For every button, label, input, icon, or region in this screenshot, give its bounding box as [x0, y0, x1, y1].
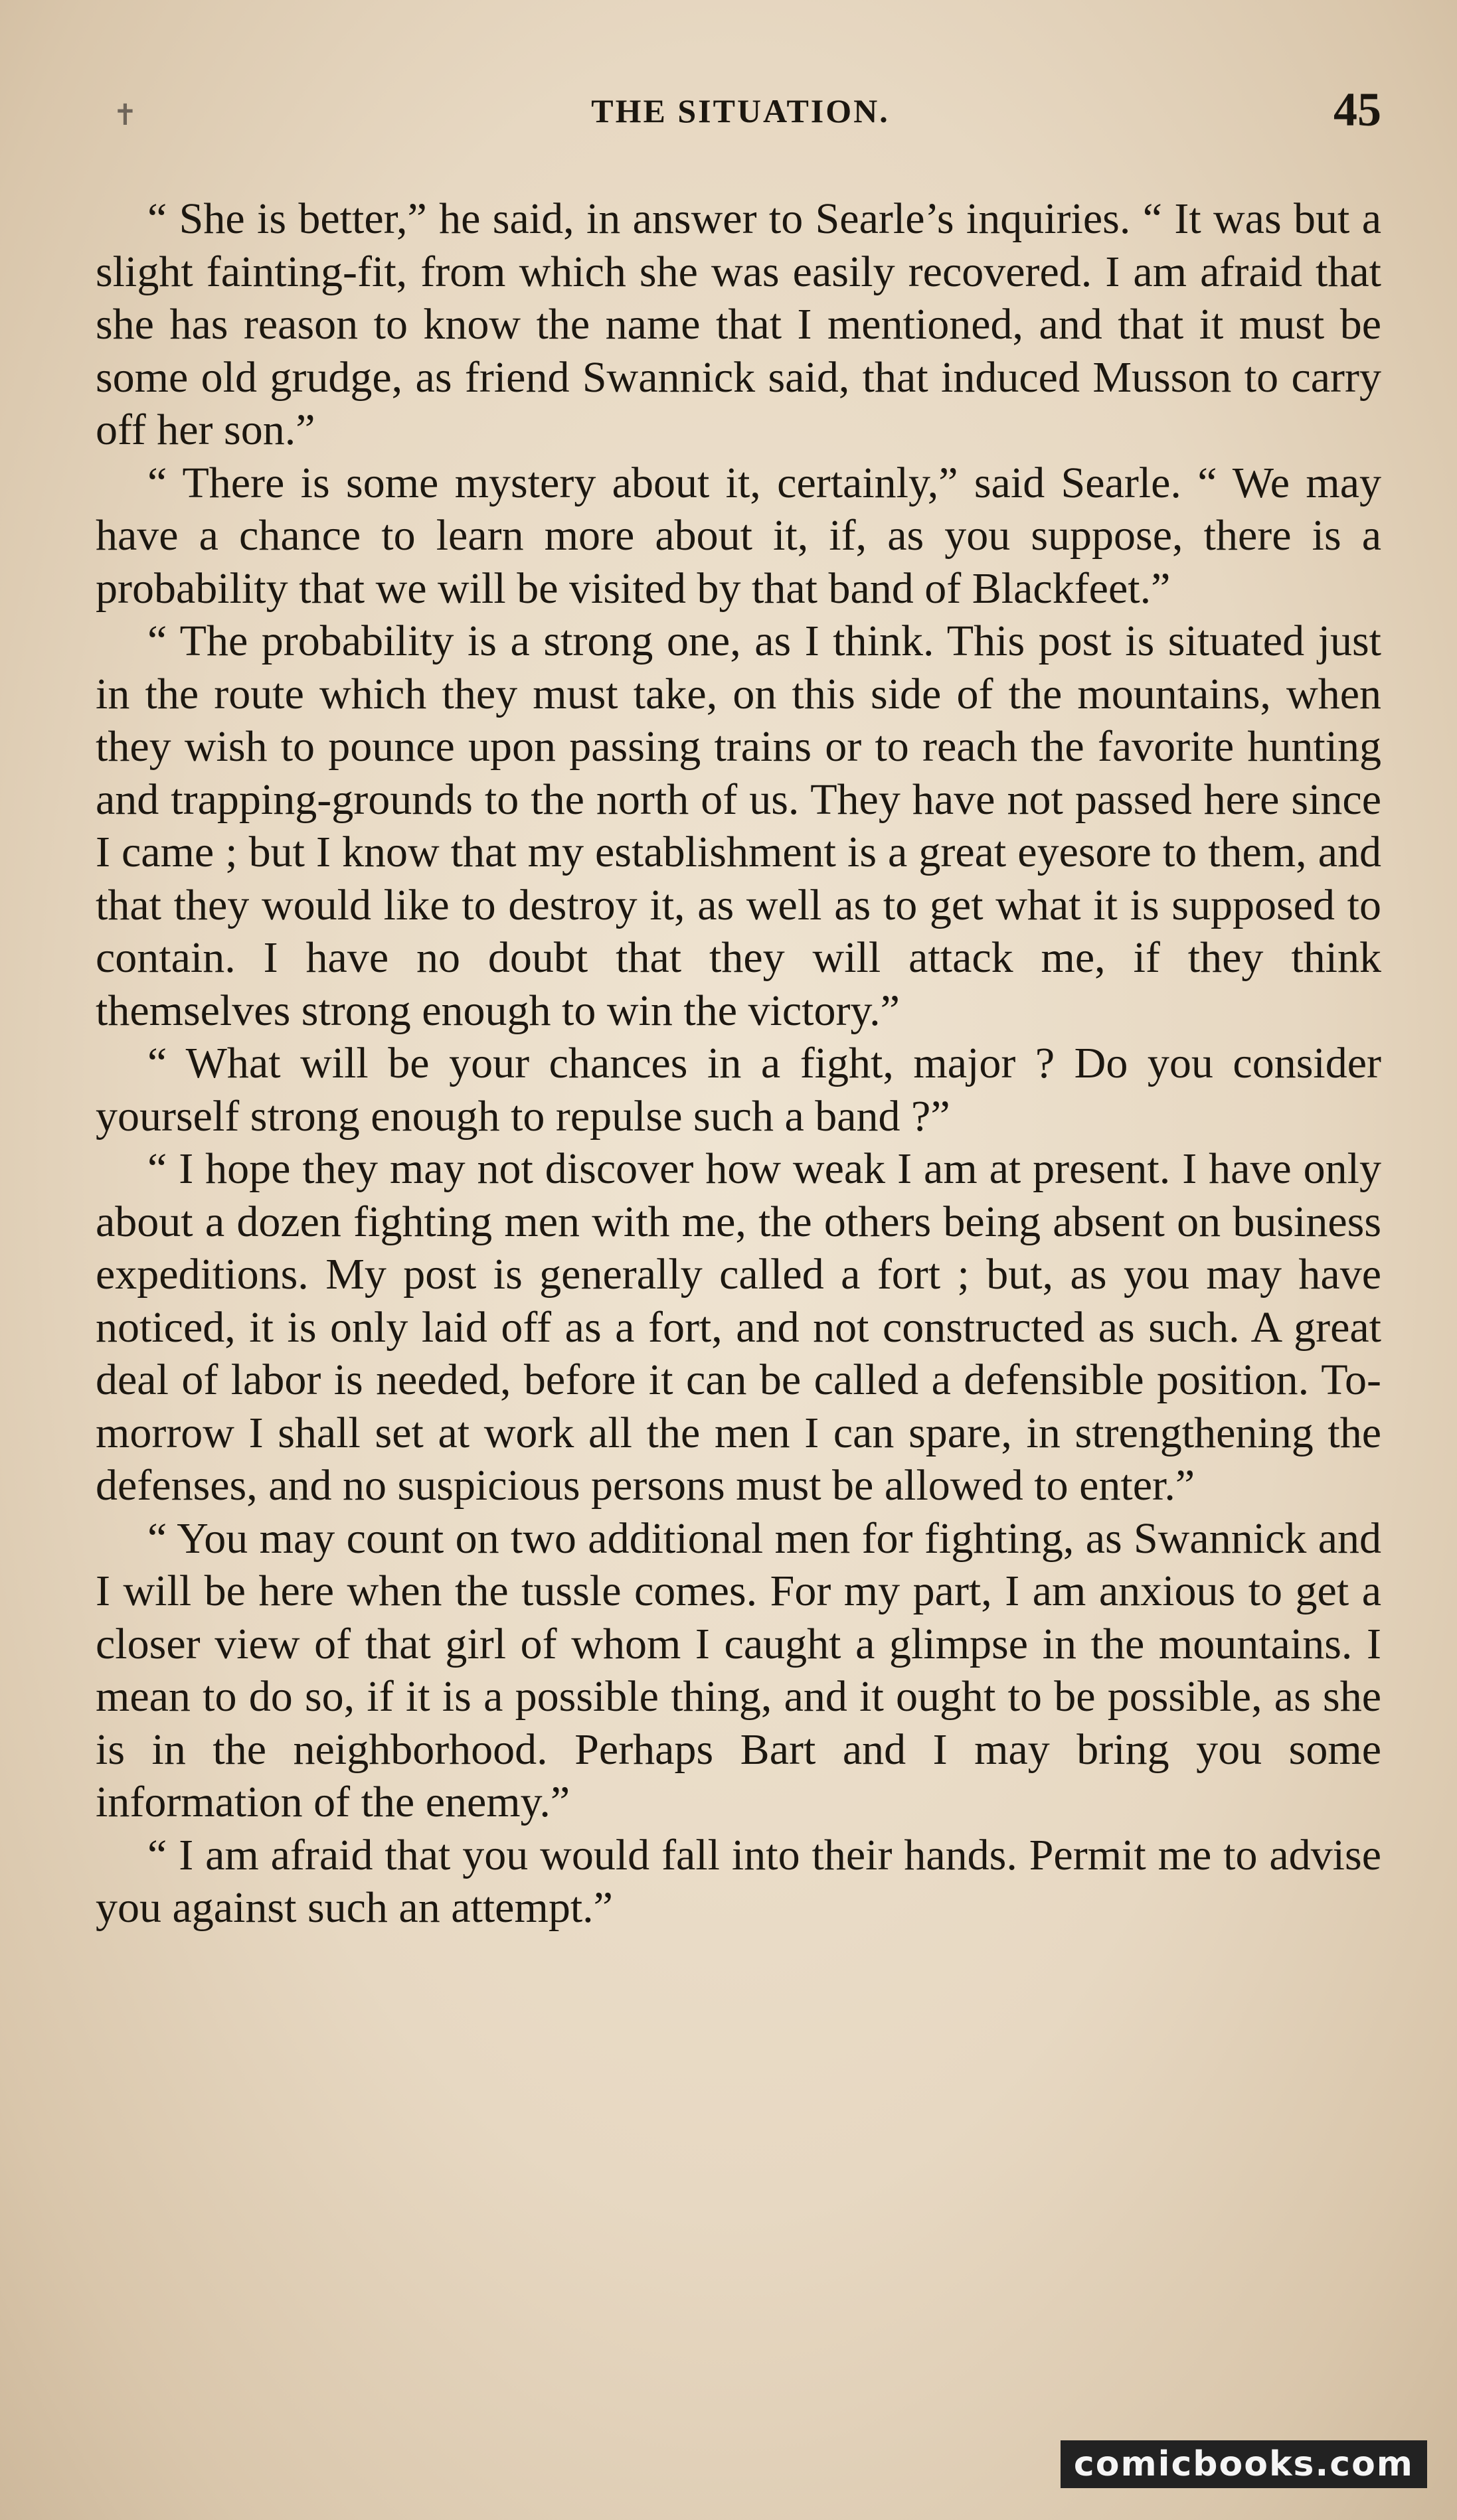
paragraph: “ She is better,” he said, in answer to Searle’s inquiries. “ It was but a slight fainting-fit, from which she was easily recovered. I am afraid that she has reason to know the name that I mentioned, and that it must be some old grudge, as friend Swannick said, that induced Musson to carry off her son.”	[96, 195, 1381, 454]
paragraph: “ You may count on two additional men for fighting, as Swannick and I will be here when the tussle comes. For my part, I am anxious to get a closer view of that girl of whom I caught a glimpse in the mountains. I mean to do so, if it is a possible thing, and it ought to be possible, as she is in the neighborhood. Perhaps Bart and I may bring you some information of the enemy.”	[96, 1514, 1381, 1826]
paragraph: “ I am afraid that you would fall into their hands. Permit me to advise you against such an attempt.”	[96, 1830, 1381, 1932]
running-title: THE SITUATION.	[591, 92, 890, 129]
page-number: 45	[1333, 83, 1381, 136]
body-text	[96, 193, 1381, 1934]
paragraph: “ What will be your chances in a fight, major ? Do you consider yourself strong enough to repulse such a band ?”	[96, 1039, 1381, 1141]
paragraph: “ I hope they may not discover how weak I am at present. I have only about a dozen fighting men with me, the others being absent on business expeditions. My post is generally called a fort ; but, as you may have noticed, it is only laid off as a fort, and not constructed as such. A great deal of labor is needed, before it can be called a defensible position. To-morrow I shall set at work all the men I can spare, in strengthening the defenses, and no suspicious persons must be allowed to enter.”	[96, 1144, 1381, 1510]
paragraph: “ There is some mystery about it, certainly,” said Searle. “ We may have a chance to learn more about it, if, as you suppose, there is a probability that we will be visited by that band of Blackfeet.”	[96, 458, 1381, 613]
watermark: comicbooks.com	[1061, 2440, 1427, 2488]
page-header	[100, 83, 1381, 145]
paragraph: “ The probability is a strong one, as I think. This post is situated just in the route which they must take, on this side of the mountains, when they wish to pounce upon passing trains or to reach the favorite hunting and trapping-grounds to the north of us. They have not passed here since I came ; but I know that my establishment is a great eyesore to them, and that they would like to destroy it, as well as to get what it is supposed to contain. I have no doubt that they will attack me, if they think themselves strong enough to win the victory.”	[96, 617, 1381, 1035]
header-mark: ✝	[113, 99, 137, 131]
